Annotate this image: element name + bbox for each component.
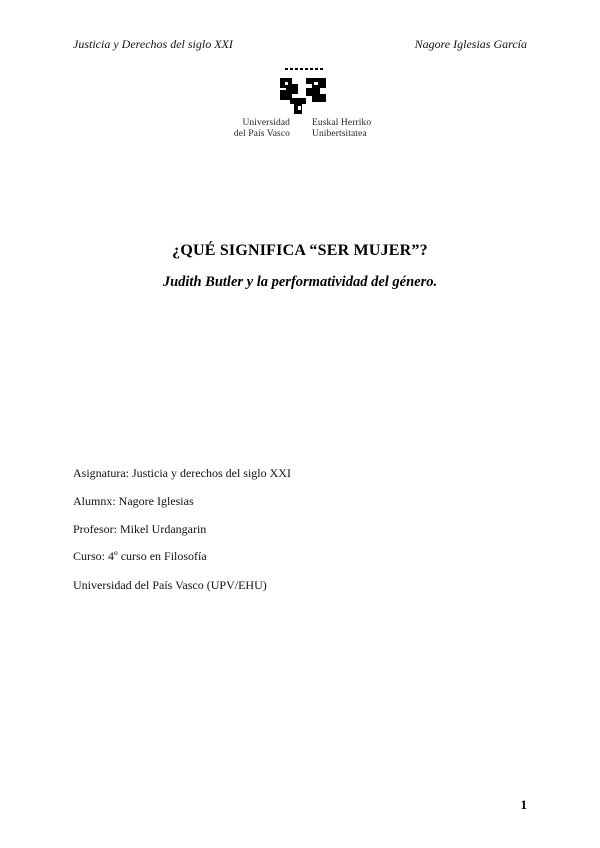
ehu-logo-icon <box>276 66 332 118</box>
header-right: Nagore Iglesias García <box>414 37 527 51</box>
university-name-eu-line1: Euskal Herriko <box>312 118 372 128</box>
document-subtitle: Judith Butler y la performatividad del género. <box>162 274 438 290</box>
header-left: Justicia y Derechos del siglo XXI <box>73 37 233 51</box>
university-logo <box>0 66 600 146</box>
info-professor: Profesor: Mikel Urdangarin <box>73 522 207 536</box>
university-name-es-line1: Universidad <box>242 118 290 128</box>
page-number: 1 <box>520 797 527 812</box>
info-student: Alumnx: Nagore Iglesias <box>73 494 194 508</box>
info-university: Universidad del País Vasco (UPV/EHU) <box>73 578 267 592</box>
university-name-es <box>200 118 290 140</box>
university-name-eu-line2: Unibertsitatea <box>312 129 367 139</box>
university-name-eu <box>312 118 402 140</box>
document-title: ¿QUÉ SIGNIFICA “SER MUJER”? <box>172 242 428 259</box>
info-course: Curso: 4º curso en Filosofía <box>73 549 207 563</box>
university-name-es-line2: del País Vasco <box>233 129 290 139</box>
info-subject: Asignatura: Justicia y derechos del siglo XXI <box>73 466 291 480</box>
